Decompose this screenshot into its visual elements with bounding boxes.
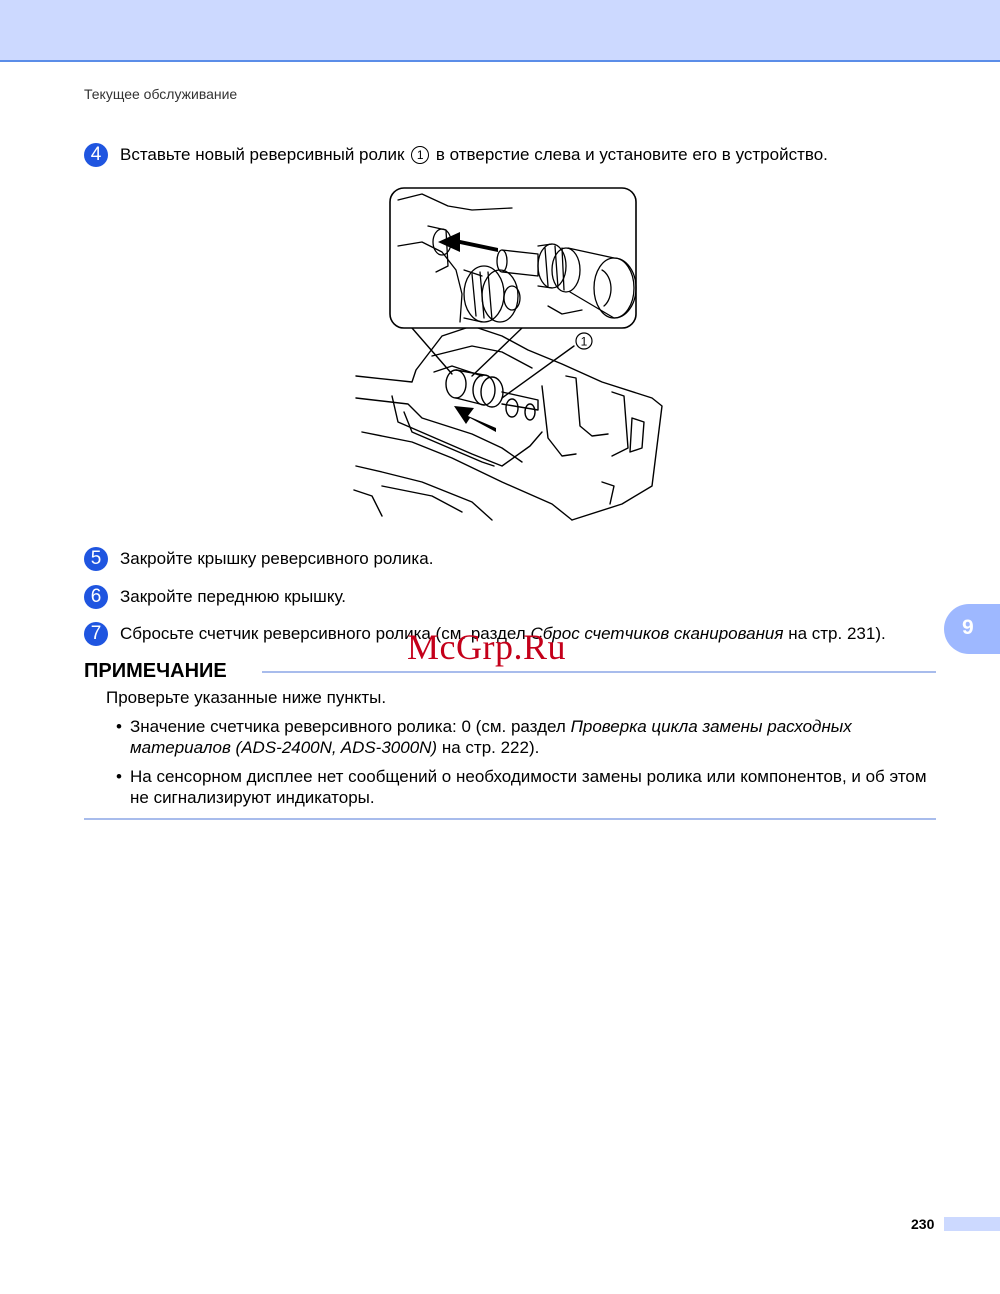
step-text-after: на стр. 231). (788, 624, 886, 643)
callout-label: 1 (580, 334, 588, 349)
step-4 (84, 143, 828, 167)
step-text (120, 143, 828, 167)
step-number-badge: 5 (84, 547, 108, 571)
bullet-dot: • (116, 717, 122, 736)
step-text: Закройте крышку реверсивного ролика. (120, 549, 434, 568)
bullet-dot: • (116, 767, 122, 786)
callout-number: 1 (411, 146, 429, 164)
page-tab (944, 1217, 1000, 1231)
bullet-text-before: Значение счетчика реверсивного ролика: 0 (см. раздел (130, 717, 566, 736)
step-number-badge: 6 (84, 585, 108, 609)
step-text-after: в отверстие слева и установите его в устройство. (435, 145, 828, 164)
bullet-text-after: на стр. 222). (441, 738, 540, 757)
page-number: 230 (911, 1216, 935, 1232)
step-number-badge: 7 (84, 622, 108, 646)
step-5 (84, 547, 433, 571)
bullet-text (130, 716, 930, 758)
step-text-before: Вставьте новый реверсивный ролик (120, 145, 405, 164)
cross-reference-link[interactable]: Сброс счетчиков сканирования (530, 624, 784, 643)
step-number-badge: 4 (84, 143, 108, 167)
note-intro: Проверьте указанные ниже пункты. (106, 688, 387, 707)
step-text-before: Сбросьте счетчик реверсивного ролика (см. раздел (120, 624, 526, 643)
header-rule (0, 60, 1000, 62)
note-title: ПРИМЕЧАНИЕ (84, 660, 227, 682)
watermark: McGrp.Ru (407, 627, 566, 667)
cross-reference-link[interactable]: Проверка цикла замены расходных материалов (ADS-2400N, ADS-3000N) (130, 717, 852, 757)
note-rule-top (262, 671, 936, 673)
step-text: Закройте переднюю крышку. (120, 587, 346, 606)
running-title: Текущее обслуживание (84, 86, 238, 102)
chapter-number: 9 (962, 616, 974, 639)
header-band (0, 0, 1000, 60)
step-6 (84, 585, 346, 609)
note-rule-bottom (84, 818, 936, 820)
roller-installation-illustration (352, 186, 668, 522)
bullet-text: На сенсорном дисплее нет сообщений о необходимости замены ролика или компонентов, и об этом не сигнализируют индикаторы. (130, 767, 927, 807)
chapter-tab (944, 604, 1000, 654)
